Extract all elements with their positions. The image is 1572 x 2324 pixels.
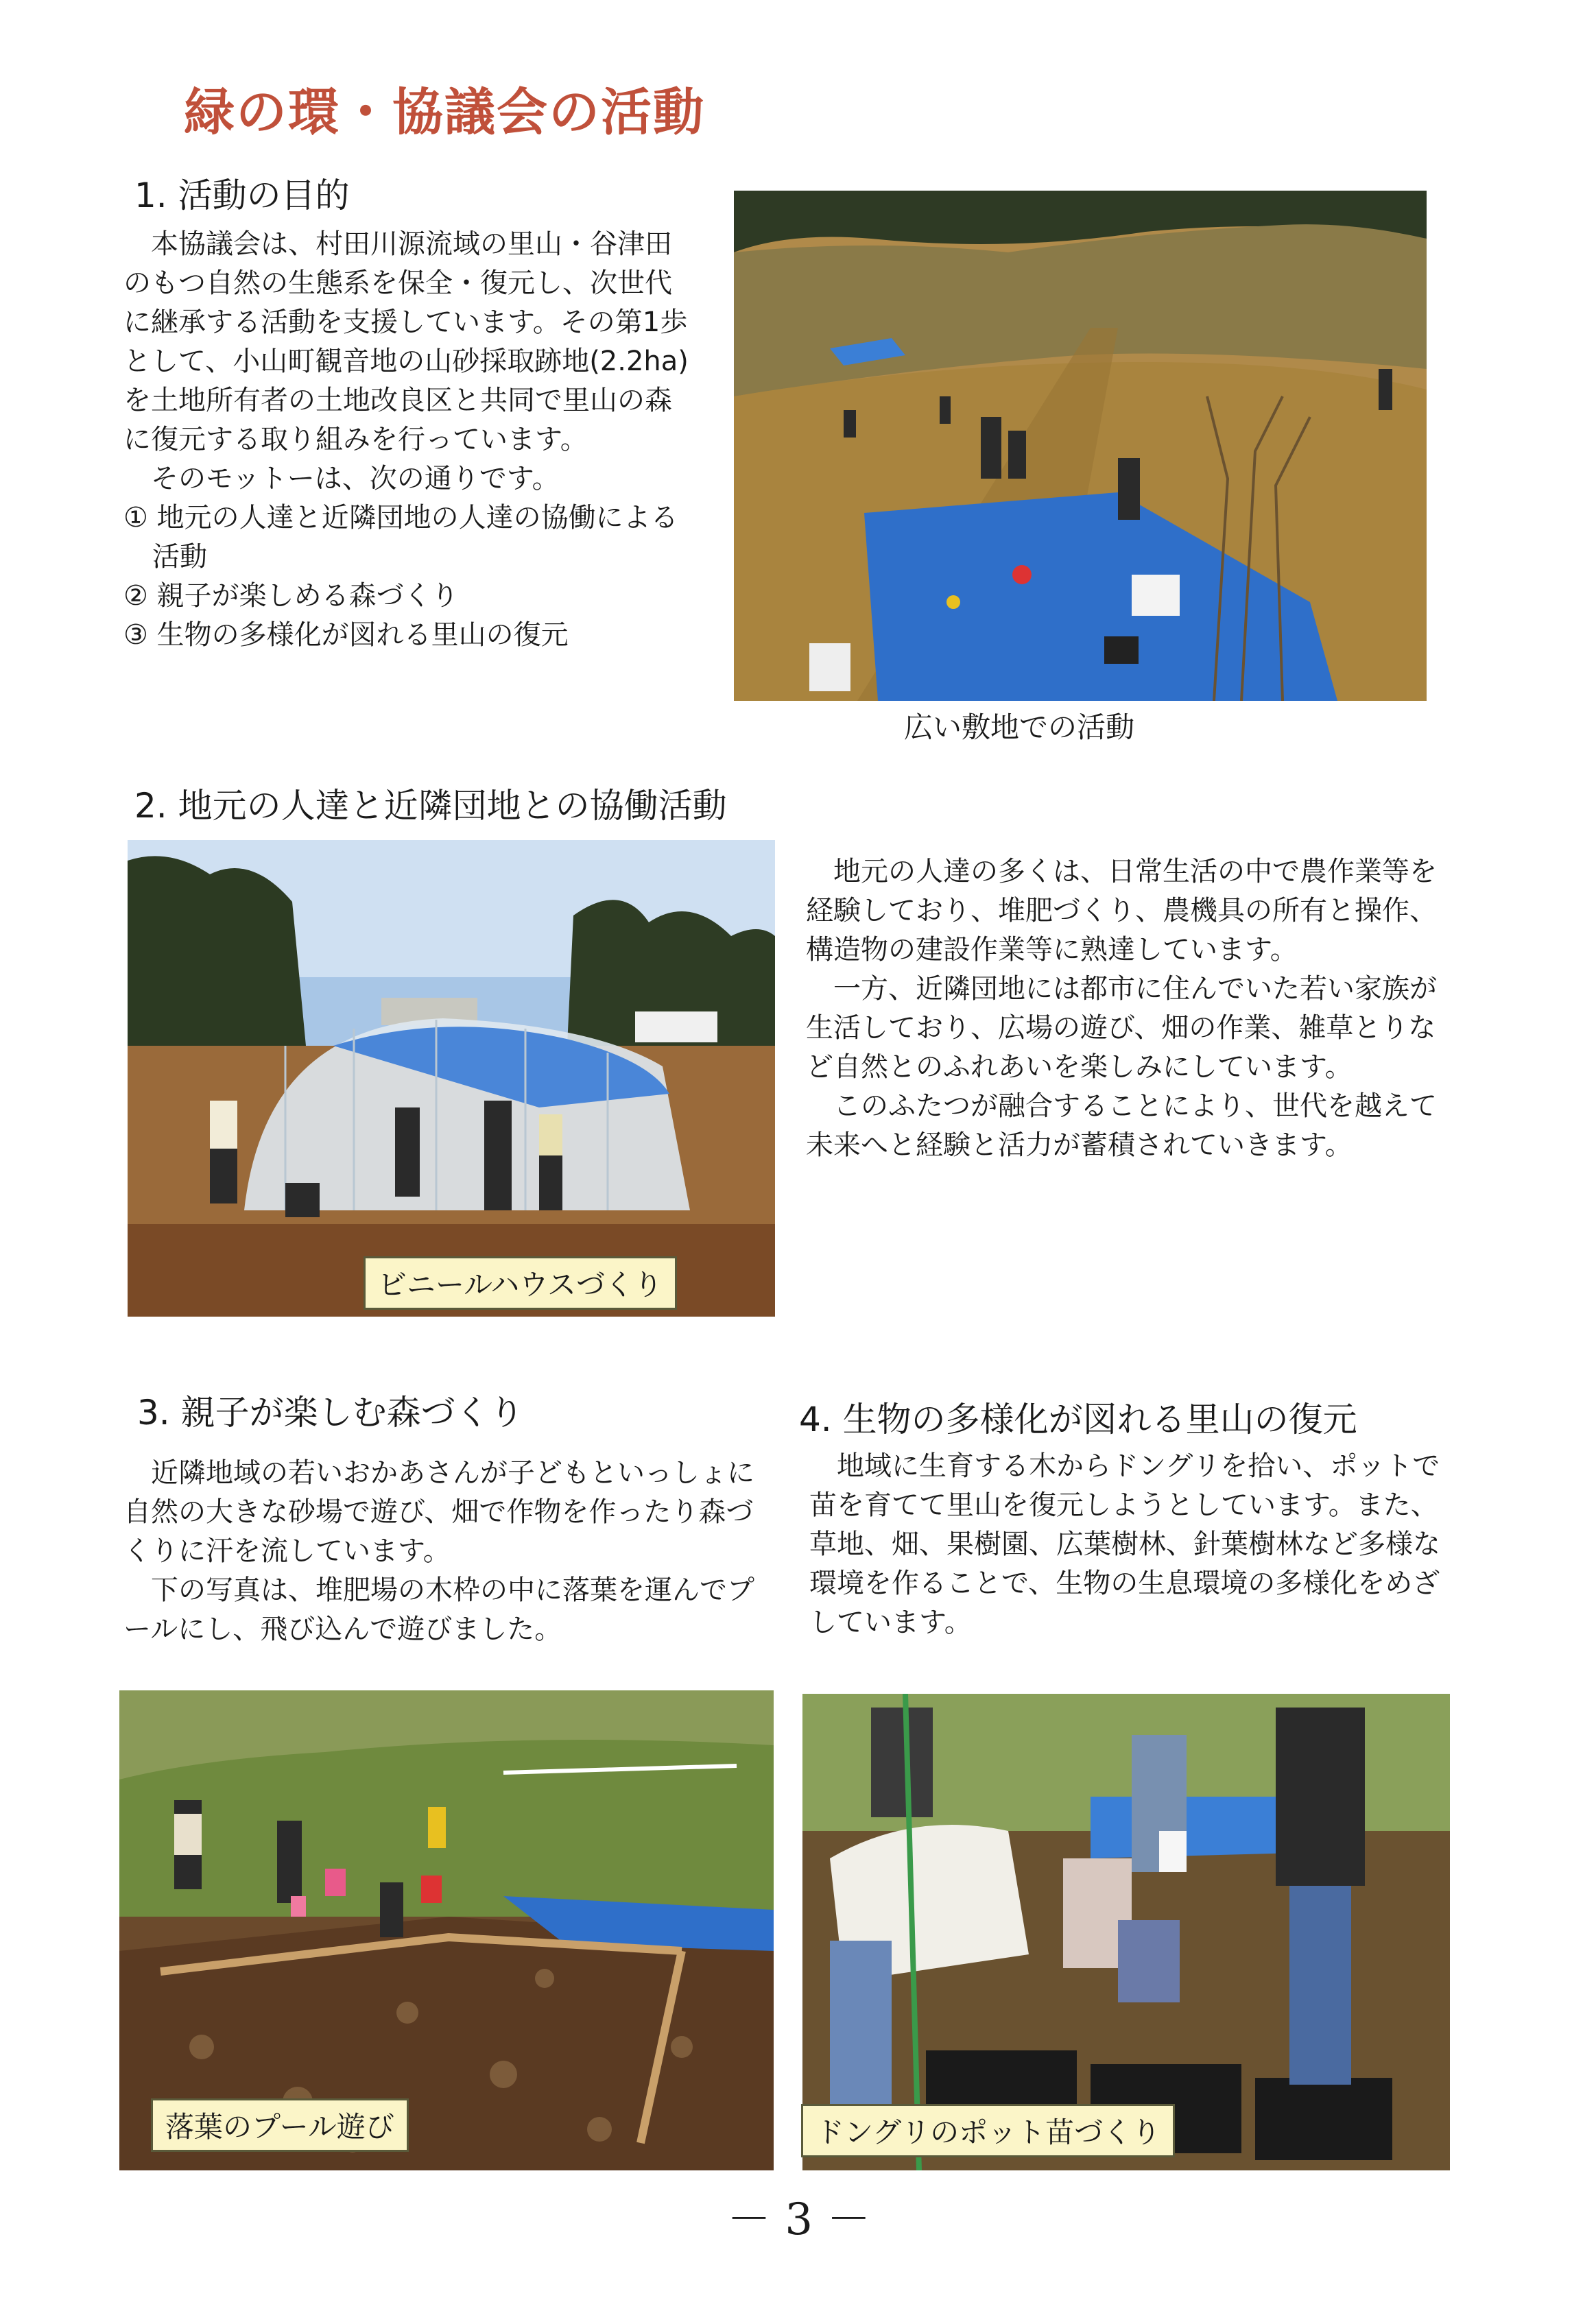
section3-paragraph-2: 下の写真は、堆肥場の木枠の中に落葉を運んでプールにし、飛び込んで遊びました。 [123, 1574, 754, 1645]
section3-heading: 3. 親子が楽しむ森づくり [137, 1393, 524, 1433]
photo-greenhouse [128, 840, 775, 1317]
section1-heading: 1. 活動の目的 [134, 176, 350, 215]
photo-acorn-pots-caption: ドングリのポット苗づくり [801, 2104, 1175, 2157]
photo-leaf-pool-caption: 落葉のプール遊び [151, 2098, 409, 2152]
photo-wide-site [734, 191, 1427, 701]
section1-paragraph-2: そのモットーは、次の通りです。 [151, 463, 560, 494]
photo-acorn-pots [802, 1694, 1450, 2170]
section4-heading: 4. 生物の多様化が図れる里山の復元 [799, 1400, 1357, 1439]
section3-paragraph-1: 近隣地域の若いおかあさんが子どもといっしょに自然の大きな砂場で遊び、畑で作物を作ったり森づくりに汗を流しています。 [123, 1457, 754, 1567]
photo-wide-site-caption: 広い敷地での活動 [904, 710, 1135, 744]
photo-greenhouse-caption: ビニールハウスづくり [364, 1256, 677, 1310]
section2-heading: 2. 地元の人達と近隣団地との協働活動 [134, 786, 727, 826]
section2-body [806, 852, 1437, 1165]
page-title: 緑の環・協議会の活動 [184, 83, 705, 142]
section1-paragraph-1: 本協議会は、村田川源流域の里山・谷津田のもつ自然の生態系を保全・復元し、次世代に継承する活動を支援しています。その第1歩として、小山町観音地の山砂採取跡地(2.2ha)を土地所有者の土地改良区と共同で里山の森に復元する取り組みを行っています。 [123, 228, 689, 455]
motto-item-3: ③ 生物の多様化が図れる里山の復元 [123, 619, 569, 651]
section4-paragraph-1: 地域に生育する木からドングリを拾い、ポットで苗を育てて里山を復元しようとしています。また、草地、畑、果樹園、広葉樹林、針葉樹林など多様な環境を作ることで、生物の生息環境の多様化をめざしています。 [809, 1450, 1440, 1638]
section2-paragraph-2: 一方、近隣団地には都市に住んでいた若い家族が生活しており、広場の遊び、畑の作業、雑草とりなど自然とのふれあいを楽しみにしています。 [806, 973, 1437, 1083]
section4-body [809, 1447, 1454, 1642]
section1-body [123, 225, 693, 655]
motto-item-1: ① 地元の人達と近隣団地の人達の協働による活動 [123, 502, 678, 573]
section2-paragraph-1: 地元の人達の多くは、日常生活の中で農作業等を経験しており、堆肥づくり、農機具の所有と操作、構造物の建設作業等に熟達しています。 [806, 856, 1437, 966]
page-number: － 3 － [727, 2194, 871, 2245]
section3-body [123, 1454, 768, 1649]
section2-paragraph-3: このふたつが融合することにより、世代を越えて未来へと経験と活力が蓄積されていきます。 [806, 1090, 1437, 1161]
motto-item-2: ② 親子が楽しめる森づくり [123, 580, 459, 612]
